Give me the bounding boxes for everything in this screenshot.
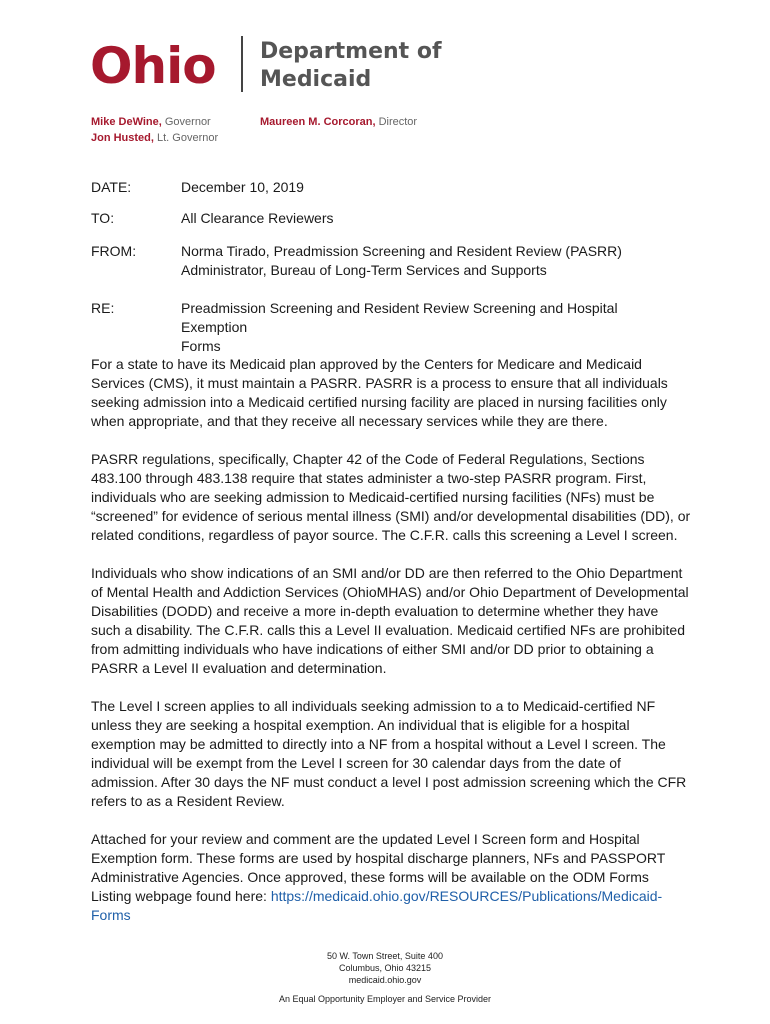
governor-block bbox=[91, 114, 218, 146]
memo-body bbox=[91, 355, 691, 944]
date-label: DATE: bbox=[91, 179, 132, 195]
department-name-line2: Medicaid bbox=[260, 67, 372, 92]
to-label: TO: bbox=[91, 210, 115, 226]
ohio-logo-text: Ohio bbox=[90, 37, 216, 95]
body-paragraph: For a state to have its Medicaid plan approved by the Centers for Medicare and Medicaid Services (CMS), it must maintain a PASRR. PASRR is a process to ensure that all individuals seeking admission into a Medicaid certified nursing facility are placed in nursing facilities only when appropriate, and that they receive all necessary services while they are there. bbox=[91, 356, 668, 429]
ohio-logo bbox=[90, 37, 216, 95]
footer-address-line1: 50 W. Town Street, Suite 400 bbox=[327, 951, 443, 961]
footer-address-line2: Columbus, Ohio 43215 bbox=[338, 963, 432, 973]
lt-governor-title: Lt. Governor bbox=[153, 132, 219, 144]
re-value-line1: Preadmission Screening and Resident Review Screening and Hospital Exemption bbox=[181, 300, 618, 335]
body-paragraph-forms bbox=[91, 830, 691, 925]
director-name: Maureen M. Corcoran, bbox=[260, 116, 376, 128]
letterhead-divider bbox=[241, 36, 243, 92]
footer-website: medicaid.ohio.gov bbox=[348, 975, 422, 985]
department-name-line1: Department of bbox=[260, 39, 442, 64]
date-value: December 10, 2019 bbox=[181, 179, 304, 195]
body-paragraph: PASRR regulations, specifically, Chapter 42 of the Code of Federal Regulations, Sections 483.100 through 483.138 require that states administer a two-step PASRR program. First, individuals who are seeking admission to Medicaid-certified nursing facilities (NFs) must be “screened” for evidence of serious mental illness (SMI) and/or developmental disabilities (DD), or related conditions, regardless of payor source. The C.F.R. calls this screening a Level I screen. bbox=[91, 451, 691, 543]
from-value bbox=[181, 242, 681, 280]
from-value-line1: Norma Tirado, Preadmission Screening and Resident Review (PASRR) bbox=[181, 243, 622, 259]
governor-title: Governor bbox=[161, 116, 211, 128]
footer-tagline: An Equal Opportunity Employer and Service Provider bbox=[278, 994, 492, 1004]
from-label: FROM: bbox=[91, 243, 137, 259]
body-paragraph: Individuals who show indications of an SMI and/or DD are then referred to the Ohio Department of Mental Health and Addiction Services (OhioMHAS) and/or Ohio Department of Developmental Disabilities (DODD) and receive a more in-depth evaluation to determine whether they have such a disability. The C.F.R. calls this a Level II evaluation. Medicaid certified NFs are prohibited from admitting individuals who have indications of either SMI and/or DD prior to obtaining a PASRR a Level II evaluation and determination. bbox=[91, 565, 689, 676]
governor-name: Mike DeWine, bbox=[91, 116, 162, 128]
director-title: Director bbox=[375, 116, 418, 128]
re-label: RE: bbox=[91, 300, 115, 316]
director-block bbox=[260, 114, 417, 130]
odm-forms-link[interactable]: https://medicaid.ohio.gov/RESOURCES/Publications/Medicaid-Forms bbox=[91, 888, 663, 923]
to-value: All Clearance Reviewers bbox=[181, 210, 334, 226]
lt-governor-name: Jon Husted, bbox=[91, 132, 154, 144]
body-paragraph: The Level I screen applies to all individuals seeking admission to a to Medicaid-certified NF unless they are seeking a hospital exemption. An individual that is eligible for a hospital exemption may be admitted to directly into a NF from a hospital without a Level I screen. The individual will be exempt from the Level I screen for 30 calendar days from the date of admission. After 30 days the NF must conduct a level I post admission screening which the CFR refers to as a Resident Review. bbox=[91, 698, 687, 809]
department-name bbox=[260, 38, 442, 94]
forms-paragraph-text: Attached for your review and comment are the updated Level I Screen form and Hospital Exemption form. These forms are used by hospital discharge planners, NFs and PASSPORT Administrative Agencies. Once approved, these forms will be available on the ODM Forms Listing webpage found here: bbox=[91, 831, 666, 904]
footer-address bbox=[0, 950, 770, 986]
from-value-line2: Administrator, Bureau of Long-Term Services and Supports bbox=[181, 262, 547, 278]
re-value-line2: Forms bbox=[181, 338, 221, 354]
re-value bbox=[181, 299, 681, 356]
